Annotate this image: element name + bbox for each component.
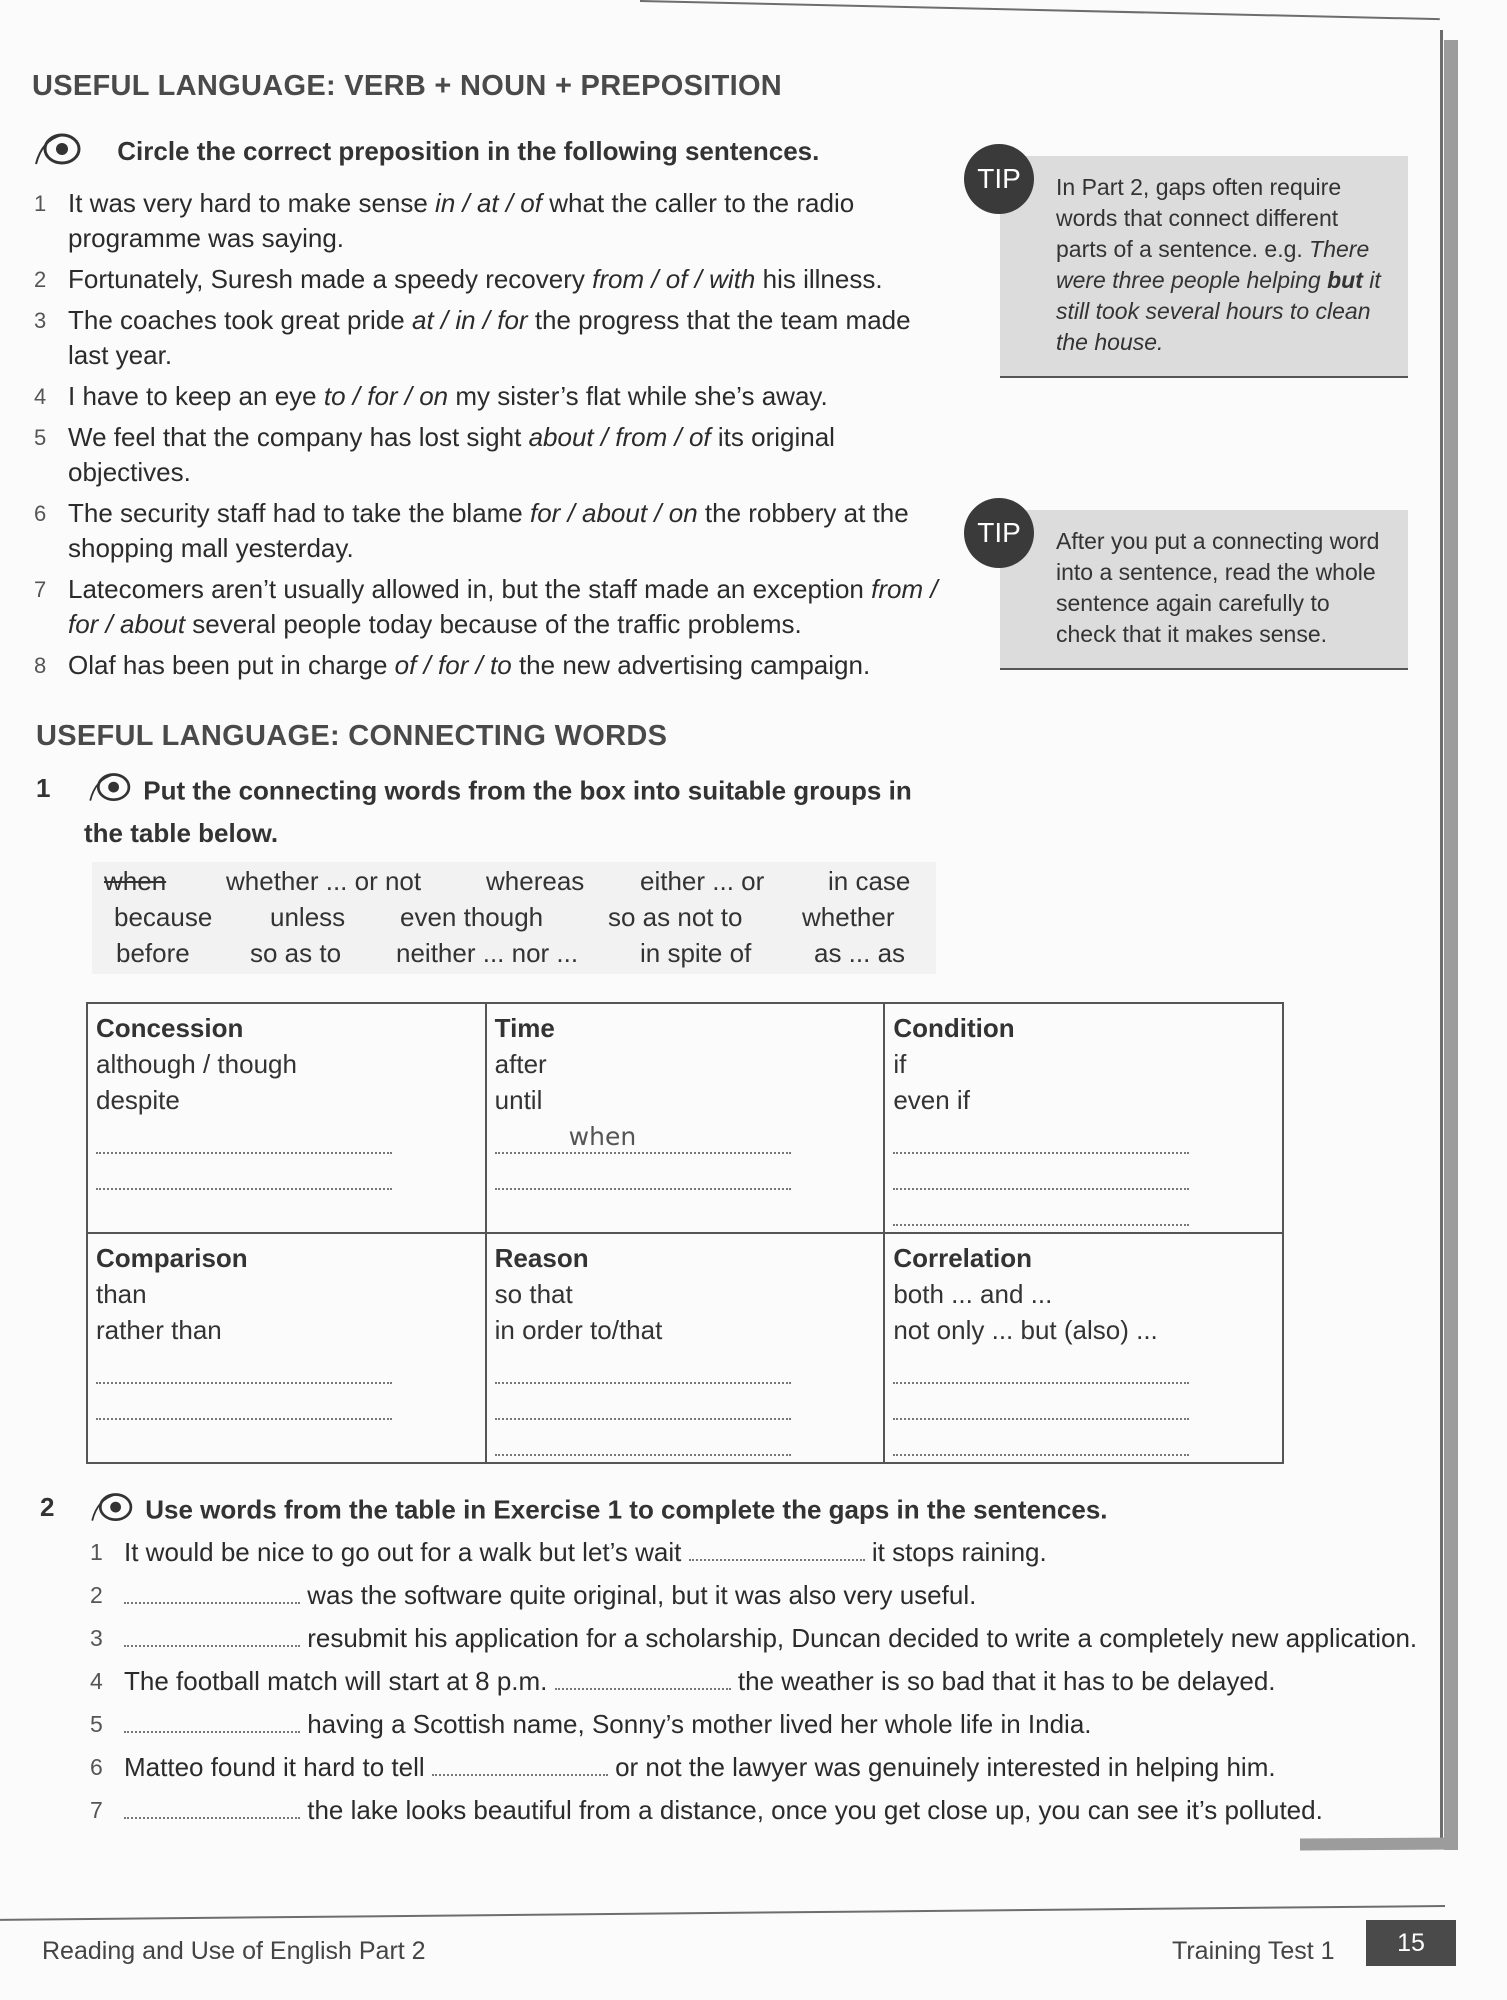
table-cell-concession	[87, 1003, 486, 1233]
section1-instruction: Circle the correct preposition in the following sentences.	[117, 136, 820, 167]
item-text-end: was the software quite original, but it was also very useful.	[300, 1580, 977, 1610]
answer-gap[interactable]	[124, 1793, 300, 1819]
item-number: 5	[34, 425, 47, 450]
list-item	[90, 1577, 1430, 1613]
table-cell-time	[486, 1003, 885, 1233]
item-number: 2	[90, 1582, 103, 1608]
page-shadow-bottom	[1300, 1837, 1458, 1850]
item-text-end: the progress that the team made last year.	[68, 305, 911, 370]
list-item	[90, 1792, 1430, 1828]
category-heading: Concession	[96, 1013, 244, 1043]
preposition-options[interactable]: from / for / about	[68, 574, 938, 639]
tip-box-2	[977, 510, 1408, 670]
answer-blank[interactable]	[96, 1118, 392, 1154]
item-text-end: the lake looks beautiful from a distance, once you get close up, you can see it’s polluted.	[300, 1795, 1323, 1825]
exercise2-instruction-row: 2 Use words from the table in Exercise 1 to complete the gaps in the sentences.	[40, 1490, 1340, 1533]
preposition-options[interactable]: from / of / with	[592, 264, 756, 294]
tip-text: After you put a connecting word into a sentence, read the whole sentence again carefully to check that it makes sense.	[1056, 528, 1380, 647]
box-word: so as to	[250, 938, 342, 968]
section1-heading: USEFUL LANGUAGE: VERB + NOUN + PREPOSITION	[32, 70, 783, 102]
box-word: whereas	[486, 866, 585, 896]
table-cell-condition	[884, 1003, 1283, 1233]
category-word: not only ... but (also) ...	[893, 1315, 1158, 1345]
item-text-end: or not the lawyer was genuinely interested in helping him.	[607, 1752, 1276, 1782]
category-word: both ... and ...	[893, 1279, 1053, 1309]
item-number: 7	[34, 577, 47, 602]
answer-blank[interactable]	[893, 1154, 1189, 1190]
item-text-start: Latecomers aren’t usually allowed in, but the staff made an exception	[68, 574, 872, 604]
handwritten-answer: when	[568, 1122, 637, 1151]
box-word: neither ... nor ...	[396, 938, 579, 968]
answer-gap[interactable]	[432, 1750, 608, 1776]
box-word: either ... or	[640, 866, 765, 896]
table-cell-correlation	[884, 1233, 1283, 1463]
list-item	[90, 1663, 1430, 1699]
list-item	[32, 648, 952, 683]
item-number: 4	[34, 384, 47, 409]
answer-blank[interactable]	[495, 1154, 791, 1190]
answer-gap[interactable]	[124, 1578, 300, 1604]
section2-heading: USEFUL LANGUAGE: CONNECTING WORDS	[36, 720, 668, 752]
page-number: 15	[1366, 1920, 1456, 1966]
box-word: as ... as	[814, 938, 906, 968]
list-item	[32, 262, 952, 297]
tip-badge: TIP	[964, 498, 1034, 568]
exercise-icon	[84, 770, 136, 815]
item-number: 1	[34, 191, 47, 216]
preposition-options[interactable]: at / in / for	[411, 305, 528, 335]
answer-blank[interactable]	[495, 1348, 791, 1384]
answer-gap[interactable]	[124, 1707, 300, 1733]
item-number: 8	[34, 653, 47, 678]
answer-blank[interactable]	[96, 1348, 392, 1384]
item-text-end: resubmit his application for a scholarship, Duncan decided to write a completely new application.	[300, 1623, 1418, 1653]
item-number: 2	[34, 267, 47, 292]
section1-instruction-row	[32, 130, 819, 177]
preposition-options[interactable]: about / from / of	[528, 422, 711, 452]
page-right-edge	[1440, 30, 1443, 1840]
footer-test-label: Training Test 1	[1172, 1937, 1335, 1965]
category-word: even if	[893, 1085, 970, 1115]
category-heading: Time	[494, 1013, 555, 1043]
item-text-start: I have to keep an eye	[68, 381, 324, 411]
category-word: although / though	[96, 1049, 297, 1079]
box-word: whether	[802, 902, 895, 932]
exercise2-list	[90, 1534, 1430, 1835]
item-text-end: the weather is so bad that it has to be delayed.	[730, 1666, 1276, 1696]
box-word: unless	[270, 902, 346, 932]
answer-blank[interactable]	[495, 1420, 791, 1456]
item-text-end: the robbery at the shopping mall yesterday.	[68, 498, 909, 563]
item-number: 1	[90, 1539, 103, 1565]
list-item	[90, 1749, 1430, 1785]
exercise1-instruction: Put the connecting words from the box into suitable groups in the table below.	[84, 775, 912, 848]
answer-blank[interactable]	[893, 1384, 1189, 1420]
category-word: despite	[96, 1085, 180, 1115]
exercise-icon	[86, 1490, 138, 1533]
answer-blank[interactable]	[495, 1118, 791, 1154]
exercise1-instruction-row: 1 Put the connecting words from the box into suitable groups in the table below.	[36, 770, 936, 851]
item-text-end: several people today because of the traffic problems.	[185, 609, 802, 639]
category-heading: Correlation	[893, 1243, 1032, 1273]
box-word: in spite of	[640, 938, 752, 968]
item-number: 5	[90, 1711, 103, 1737]
answer-blank[interactable]	[893, 1420, 1189, 1456]
table-cell-comparison	[87, 1233, 486, 1463]
category-word: if	[893, 1049, 907, 1079]
list-item	[90, 1706, 1430, 1742]
box-word: in case	[828, 866, 911, 896]
answer-blank[interactable]	[893, 1348, 1189, 1384]
list-item	[32, 303, 952, 373]
item-text-start: The coaches took great pride	[68, 305, 412, 335]
category-word: after	[494, 1049, 547, 1079]
category-word: so that	[494, 1279, 573, 1309]
item-number: 7	[90, 1797, 103, 1823]
tip-box-1	[977, 156, 1408, 378]
table-cell-reason	[486, 1233, 885, 1463]
item-text-start: We feel that the company has lost sight	[68, 422, 529, 452]
box-word: so as not to	[608, 902, 743, 932]
item-number: 3	[34, 308, 47, 333]
preposition-options[interactable]: to / for / on	[323, 381, 449, 411]
category-word: in order to/that	[494, 1315, 663, 1345]
list-item	[32, 572, 952, 642]
item-text-end: his illness.	[755, 264, 883, 294]
item-text-end: the new advertising campaign.	[511, 650, 871, 680]
list-item	[90, 1534, 1430, 1570]
connecting-words-table	[86, 1002, 1284, 1464]
page-shadow-right	[1444, 40, 1458, 1850]
section1-list	[32, 186, 952, 689]
list-item	[90, 1620, 1430, 1656]
answer-blank[interactable]	[96, 1384, 392, 1420]
item-text-end: my sister’s flat while she’s away.	[448, 381, 828, 411]
item-text-start: The security staff had to take the blame	[68, 498, 530, 528]
item-text-end: its original objectives.	[68, 422, 835, 487]
box-word: because	[114, 902, 213, 932]
list-item	[32, 496, 952, 566]
item-text-end: what the caller to the radio programme was saying.	[68, 188, 855, 253]
item-text-start: It would be nice to go out for a walk but let’s wait	[124, 1537, 689, 1567]
footer-section-label: Reading and Use of English Part 2	[42, 1937, 426, 1965]
item-text-start: It was very hard to make sense	[68, 188, 436, 218]
item-number: 6	[34, 501, 47, 526]
category-word: rather than	[96, 1315, 222, 1345]
item-text-end: having a Scottish name, Sonny’s mother lived her whole life in India.	[300, 1709, 1092, 1739]
list-item	[32, 420, 952, 490]
answer-blank[interactable]	[96, 1154, 392, 1190]
category-heading: Comparison	[96, 1243, 248, 1273]
exercise2-instruction: Use words from the table in Exercise 1 to complete the gaps in the sentences.	[145, 1494, 1108, 1525]
item-text-start: Matteo found it hard to tell	[124, 1752, 432, 1782]
preposition-options[interactable]: of / for / to	[394, 650, 512, 680]
answer-blank[interactable]	[893, 1190, 1189, 1226]
category-word: until	[494, 1085, 543, 1115]
category-word: than	[96, 1279, 147, 1309]
box-word: before	[116, 938, 190, 968]
list-item	[32, 379, 952, 414]
answer-gap[interactable]	[689, 1535, 865, 1561]
box-word: when	[104, 866, 167, 896]
box-word: even though	[400, 902, 544, 932]
box-word: whether ... or not	[226, 866, 422, 896]
item-number: 4	[90, 1668, 103, 1694]
item-number: 3	[90, 1625, 103, 1651]
item-text-end: it stops raining.	[864, 1537, 1047, 1567]
answer-gap[interactable]	[555, 1664, 731, 1690]
tip-text: In Part 2, gaps often require words that connect different parts of a sentence. e.g. There were three people helping but it still took several hours to clean the house.	[1056, 174, 1381, 355]
tip-badge: TIP	[964, 144, 1034, 214]
item-text-start: Fortunately, Suresh made a speedy recovery	[68, 264, 593, 294]
preposition-options[interactable]: in / at / of	[435, 188, 542, 218]
exercise-icon	[32, 130, 84, 177]
item-text-start: Olaf has been put in charge	[68, 650, 395, 680]
preposition-options[interactable]: for / about / on	[530, 498, 698, 528]
list-item	[32, 186, 952, 256]
category-heading: Condition	[893, 1013, 1015, 1043]
item-number: 6	[90, 1754, 103, 1780]
category-heading: Reason	[494, 1243, 589, 1273]
answer-gap[interactable]	[124, 1621, 300, 1647]
item-text-start: The football match will start at 8 p.m.	[124, 1666, 555, 1696]
answer-blank[interactable]	[893, 1118, 1189, 1154]
answer-blank[interactable]	[495, 1384, 791, 1420]
